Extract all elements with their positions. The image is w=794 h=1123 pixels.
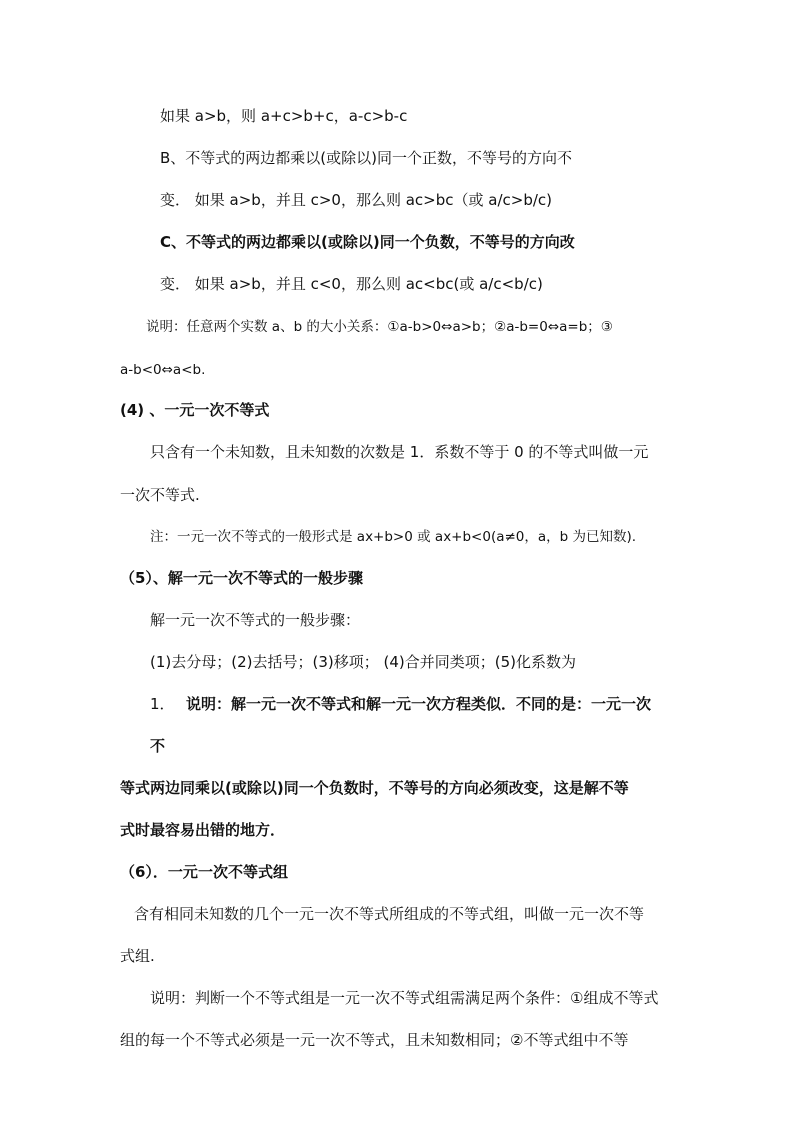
rule-b-line1: B、不等式的两边都乘以(或除以)同一个正数，不等号的方向不 (160, 149, 572, 167)
steps-note-line2: 等式两边同乘以(或除以)同一个负数时，不等号的方向必须改变，这是解不等 (120, 779, 629, 797)
rule-a-example: 如果 a>b，则 a+c>b+c，a-c>b-c (160, 107, 408, 125)
system-note-line2: 组的每一个不等式必须是一元一次不等式，且未知数相同；②不等式组中不等 (120, 1031, 629, 1049)
section-4-heading: (4) 、一元一次不等式 (120, 401, 270, 419)
definition-line1: 只含有一个未知数，且未知数的次数是 1．系数不等于 0 的不等式叫做一元 (150, 443, 649, 461)
steps-note-line1-wrap: 不 (150, 737, 166, 755)
note-comparison-line1: 说明：任意两个实数 a、b 的大小关系：①a-b>0⇔a>b；②a-b=0⇔a=b；③ (146, 319, 613, 335)
rule-c-line2: 变． 如果 a>b，并且 c<0，那么则 ac<bc(或 a/c<b/c) (160, 275, 543, 293)
steps-list: (1)去分母；(2)去括号；(3)移项； (4)合并同类项；(5)化系数为 (150, 653, 577, 671)
general-form-note: 注：一元一次不等式的一般形式是 ax+b>0 或 ax+b<0(a≠0，a，b 为已知数). (150, 529, 637, 545)
system-definition-line1: 含有相同未知数的几个一元一次不等式所组成的不等式组，叫做一元一次不等 (134, 905, 645, 923)
steps-list-end: 1． (150, 695, 175, 713)
definition-line2: 一次不等式. (120, 486, 200, 504)
rule-c-line1: C、不等式的两边都乘以(或除以)同一个负数，不等号的方向改 (160, 233, 575, 251)
steps-intro: 解一元一次不等式的一般步骤： (150, 611, 361, 629)
section-6-heading: （6）．一元一次不等式组 (120, 863, 288, 881)
system-definition-line2: 式组. (120, 947, 155, 965)
note-comparison-line2: a-b<0⇔a<b. (120, 362, 206, 378)
rule-b-line2: 变． 如果 a>b，并且 c>0，那么则 ac>bc（或 a/c>b/c) (160, 191, 552, 209)
steps-note-line1: 说明：解一元一次不等式和解一元一次方程类似．不同的是：一元一次 (186, 695, 652, 713)
section-5-heading: （5）、解一元一次不等式的一般步骤 (120, 569, 363, 587)
system-note-line1: 说明：判断一个不等式组是一元一次不等式组需满足两个条件：①组成不等式 (150, 989, 659, 1007)
steps-note-line3: 式时最容易出错的地方． (120, 821, 286, 839)
